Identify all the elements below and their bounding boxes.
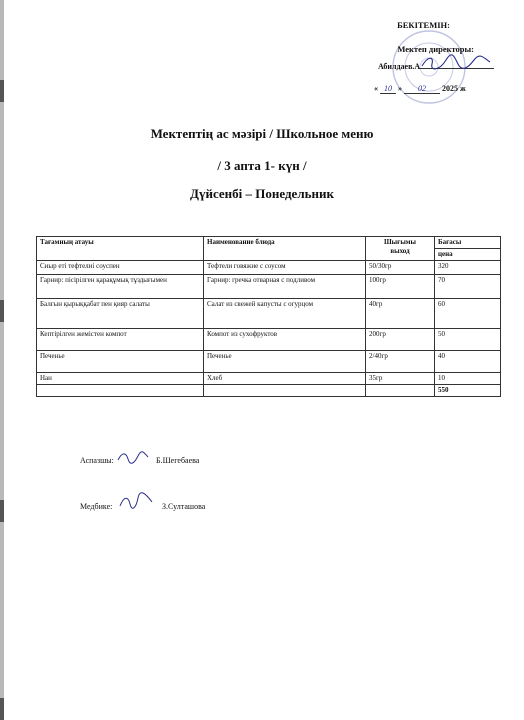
cook-signature — [116, 450, 150, 466]
table-row — [37, 372, 501, 384]
date-month: 02 — [404, 84, 440, 94]
dish-price: 50 — [435, 328, 501, 350]
total-price: 550 — [435, 384, 501, 396]
dish-yield: 2/40гр — [366, 350, 435, 372]
dish-kz: Нан — [37, 372, 204, 384]
dish-yield: 35гр — [366, 372, 435, 384]
cook-role: Аспазшы: — [80, 456, 114, 465]
week-day-label: / 3 апта 1- күн / — [217, 158, 307, 173]
dish-ru: Гарнир: гречка отварная с подливом — [204, 274, 366, 298]
page-title: Мектептің ас мәзірі / Школьное меню — [150, 126, 374, 141]
date-day: 10 — [380, 84, 396, 94]
nurse-role: Медбике: — [80, 502, 113, 511]
table-row — [37, 350, 501, 372]
header-yield-kz: Шығымы — [383, 238, 417, 246]
table-row — [37, 260, 501, 274]
approval-role: Мектеп директоры: — [397, 44, 474, 54]
nurse-signature-block — [80, 502, 206, 511]
dish-kz: Балғын қырыққабат пен қияр салаты — [37, 298, 204, 328]
table-header-row — [37, 237, 501, 249]
dish-kz: Печенье — [37, 350, 204, 372]
dish-ru: Печенье — [204, 350, 366, 372]
cook-signature-block — [80, 456, 200, 465]
header-dish-ru: Наименование блюда — [204, 237, 366, 261]
dish-ru: Компот из сухофруктов — [204, 328, 366, 350]
day-name: Дүйсенбі – Понедельник — [190, 186, 334, 201]
dish-kz: Сиыр еті тефтелиі соуспен — [37, 260, 204, 274]
table-row — [37, 274, 501, 298]
approval-title: БЕКІТЕМІН: — [397, 20, 450, 30]
dish-yield: 200гр — [366, 328, 435, 350]
date-open-quote: « — [374, 84, 378, 93]
header-price-ru: цена — [435, 249, 501, 261]
header-price-kz: Бағасы — [435, 237, 501, 249]
cook-name: Б.Шегебаева — [156, 456, 200, 465]
dish-ru: Салат из свежей капусты с огурцом — [204, 298, 366, 328]
dish-price: 70 — [435, 274, 501, 298]
menu-table — [36, 236, 501, 397]
director-name: Абилдаев.А — [378, 62, 421, 71]
dish-yield: 50/30гр — [366, 260, 435, 274]
dish-price: 320 — [435, 260, 501, 274]
dish-kz: Гарнир: пісірілген қарақұмық тұздығымен — [37, 274, 204, 298]
header-yield — [366, 237, 435, 261]
date-close-quote: » — [398, 84, 402, 93]
nurse-signature — [118, 492, 154, 512]
dish-price: 60 — [435, 298, 501, 328]
scan-edge — [0, 0, 4, 720]
total-row — [37, 384, 501, 396]
dish-ru: Хлеб — [204, 372, 366, 384]
dish-yield: 40гр — [366, 298, 435, 328]
dish-ru: Тефтели говяжие с соусом — [204, 260, 366, 274]
approval-date — [374, 84, 466, 94]
date-year: 2025 ж — [442, 84, 466, 93]
dish-kz: Кептірілген жемістен компот — [37, 328, 204, 350]
table-row — [37, 298, 501, 328]
dish-yield: 100гр — [366, 274, 435, 298]
header-yield-ru: выход — [390, 246, 410, 255]
header-dish-kz: Тағамның атауы — [37, 237, 204, 261]
table-row — [37, 328, 501, 350]
dish-price: 10 — [435, 372, 501, 384]
director-signature — [418, 54, 496, 72]
nurse-name: З.Султашова — [162, 502, 206, 511]
dish-price: 40 — [435, 350, 501, 372]
